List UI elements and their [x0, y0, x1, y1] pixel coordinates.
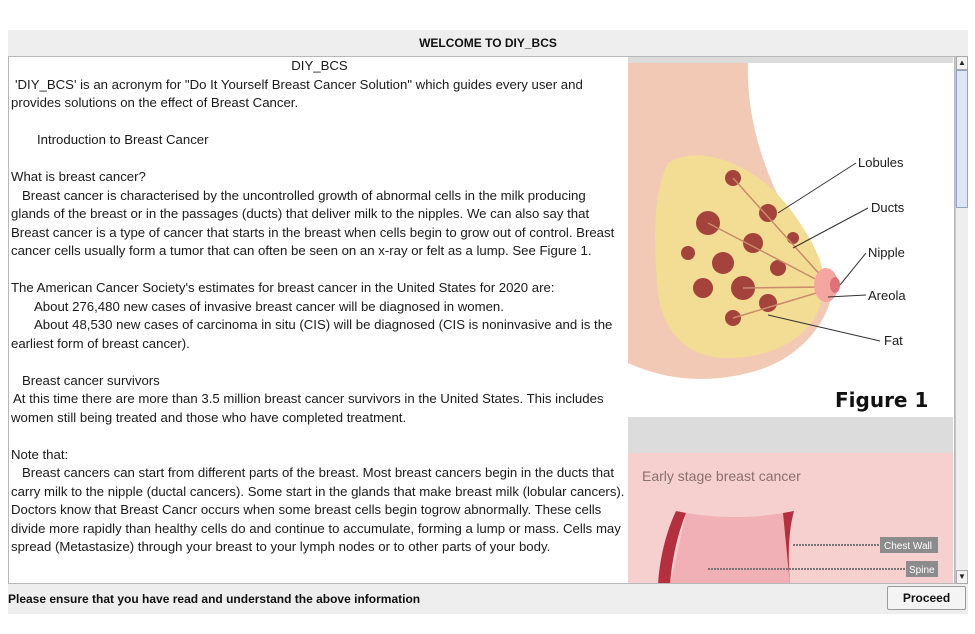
figure-column [628, 57, 953, 584]
scroll-down-arrow-icon[interactable]: ▼ [956, 570, 968, 584]
nipple-shape [830, 277, 840, 293]
window-title: WELCOME TO DIY_BCS [419, 36, 557, 50]
chest-wall-label: Chest Wall [884, 541, 932, 552]
section-title: Introduction to Breast Cancer [37, 132, 209, 147]
early-stage-illustration [628, 453, 953, 584]
fat-label: Fat [884, 333, 903, 348]
figure-2-early-stage [628, 453, 953, 584]
scroll-thumb[interactable] [956, 70, 968, 208]
areola-label: Areola [868, 288, 906, 303]
stats-intro: The American Cancer Society's estimates for breast cancer in the United States for 2020 are: [11, 280, 555, 295]
nipple-label: Nipple [868, 245, 905, 260]
footer-bar [8, 584, 968, 614]
article-heading: DIY_BCS [291, 58, 348, 73]
lobules-label: Lobules [858, 155, 904, 170]
figure-1-caption: Figure 1 [835, 388, 929, 412]
article-intro: 'DIY_BCS' is an acronym for "Do It Yourself Breast Cancer Solution" which guides every user and provides solutions on the effect of Breast Cancer. [11, 76, 583, 110]
breast-anatomy-illustration [628, 63, 953, 417]
note-paragraph: Breast cancers can start from different parts of the breast. Most breast cancers begin in the ducts that carry milk to the nipple (ductal cancers). Some start in the glands that make breast milk (lobular cancers). Doctors know that Breast Cancr occurs when some breast cells begin togrow abnormally. These cells divide more rapidly than healthy cells do and continue to accumulate, forming a lump or mass. Cells may spread (Metastasize) through your breast to your lymph nodes or to other parts of your body. [11, 465, 625, 554]
spine-label: Spine [909, 565, 935, 576]
article-text [11, 57, 628, 557]
stat-item-2: About 48,530 new cases of carcinoma in situ (CIS) will be diagnosed (CIS is noninvasive and is the earliest form of breast cancer). [11, 317, 613, 351]
vertical-scrollbar[interactable] [955, 56, 968, 584]
main-window [8, 30, 968, 614]
note-title: Note that: [11, 446, 69, 462]
tissue-shape [670, 513, 790, 584]
question-heading: What is breast cancer? [11, 169, 146, 184]
ducts-label: Ducts [871, 200, 905, 215]
survivors-paragraph: At this time there are more than 3.5 million breast cancer survivors in the United States. This includes women still being treated and those who have completed treatment. [11, 391, 604, 425]
stat-item-1: About 276,480 new cases of invasive breast cancer will be diagnosed in women. [34, 298, 504, 314]
figure-1-breast-anatomy [628, 63, 953, 417]
figure-2-title: Early stage breast cancer [642, 468, 801, 484]
read-notice: Please ensure that you have read and understand the above information [8, 592, 421, 606]
survivors-title: Breast cancer survivors [22, 372, 160, 388]
definition-paragraph: Breast cancer is characterised by the uncontrolled growth of abnormal cells in the milk producing glands of the breast or in the passages (ducts) that deliver milk to the nipples. We can also say that Breast cancer is a type of cancer that starts in the breast when cells begin to grow out of control. Breast cancer cells usually form a tumor that can often be seen on an x-ray or felt as a lump. See Figure 1. [11, 187, 615, 258]
proceed-button[interactable]: Proceed [887, 586, 966, 610]
content-panel[interactable] [8, 56, 955, 584]
scroll-up-arrow-icon[interactable]: ▲ [956, 56, 968, 70]
